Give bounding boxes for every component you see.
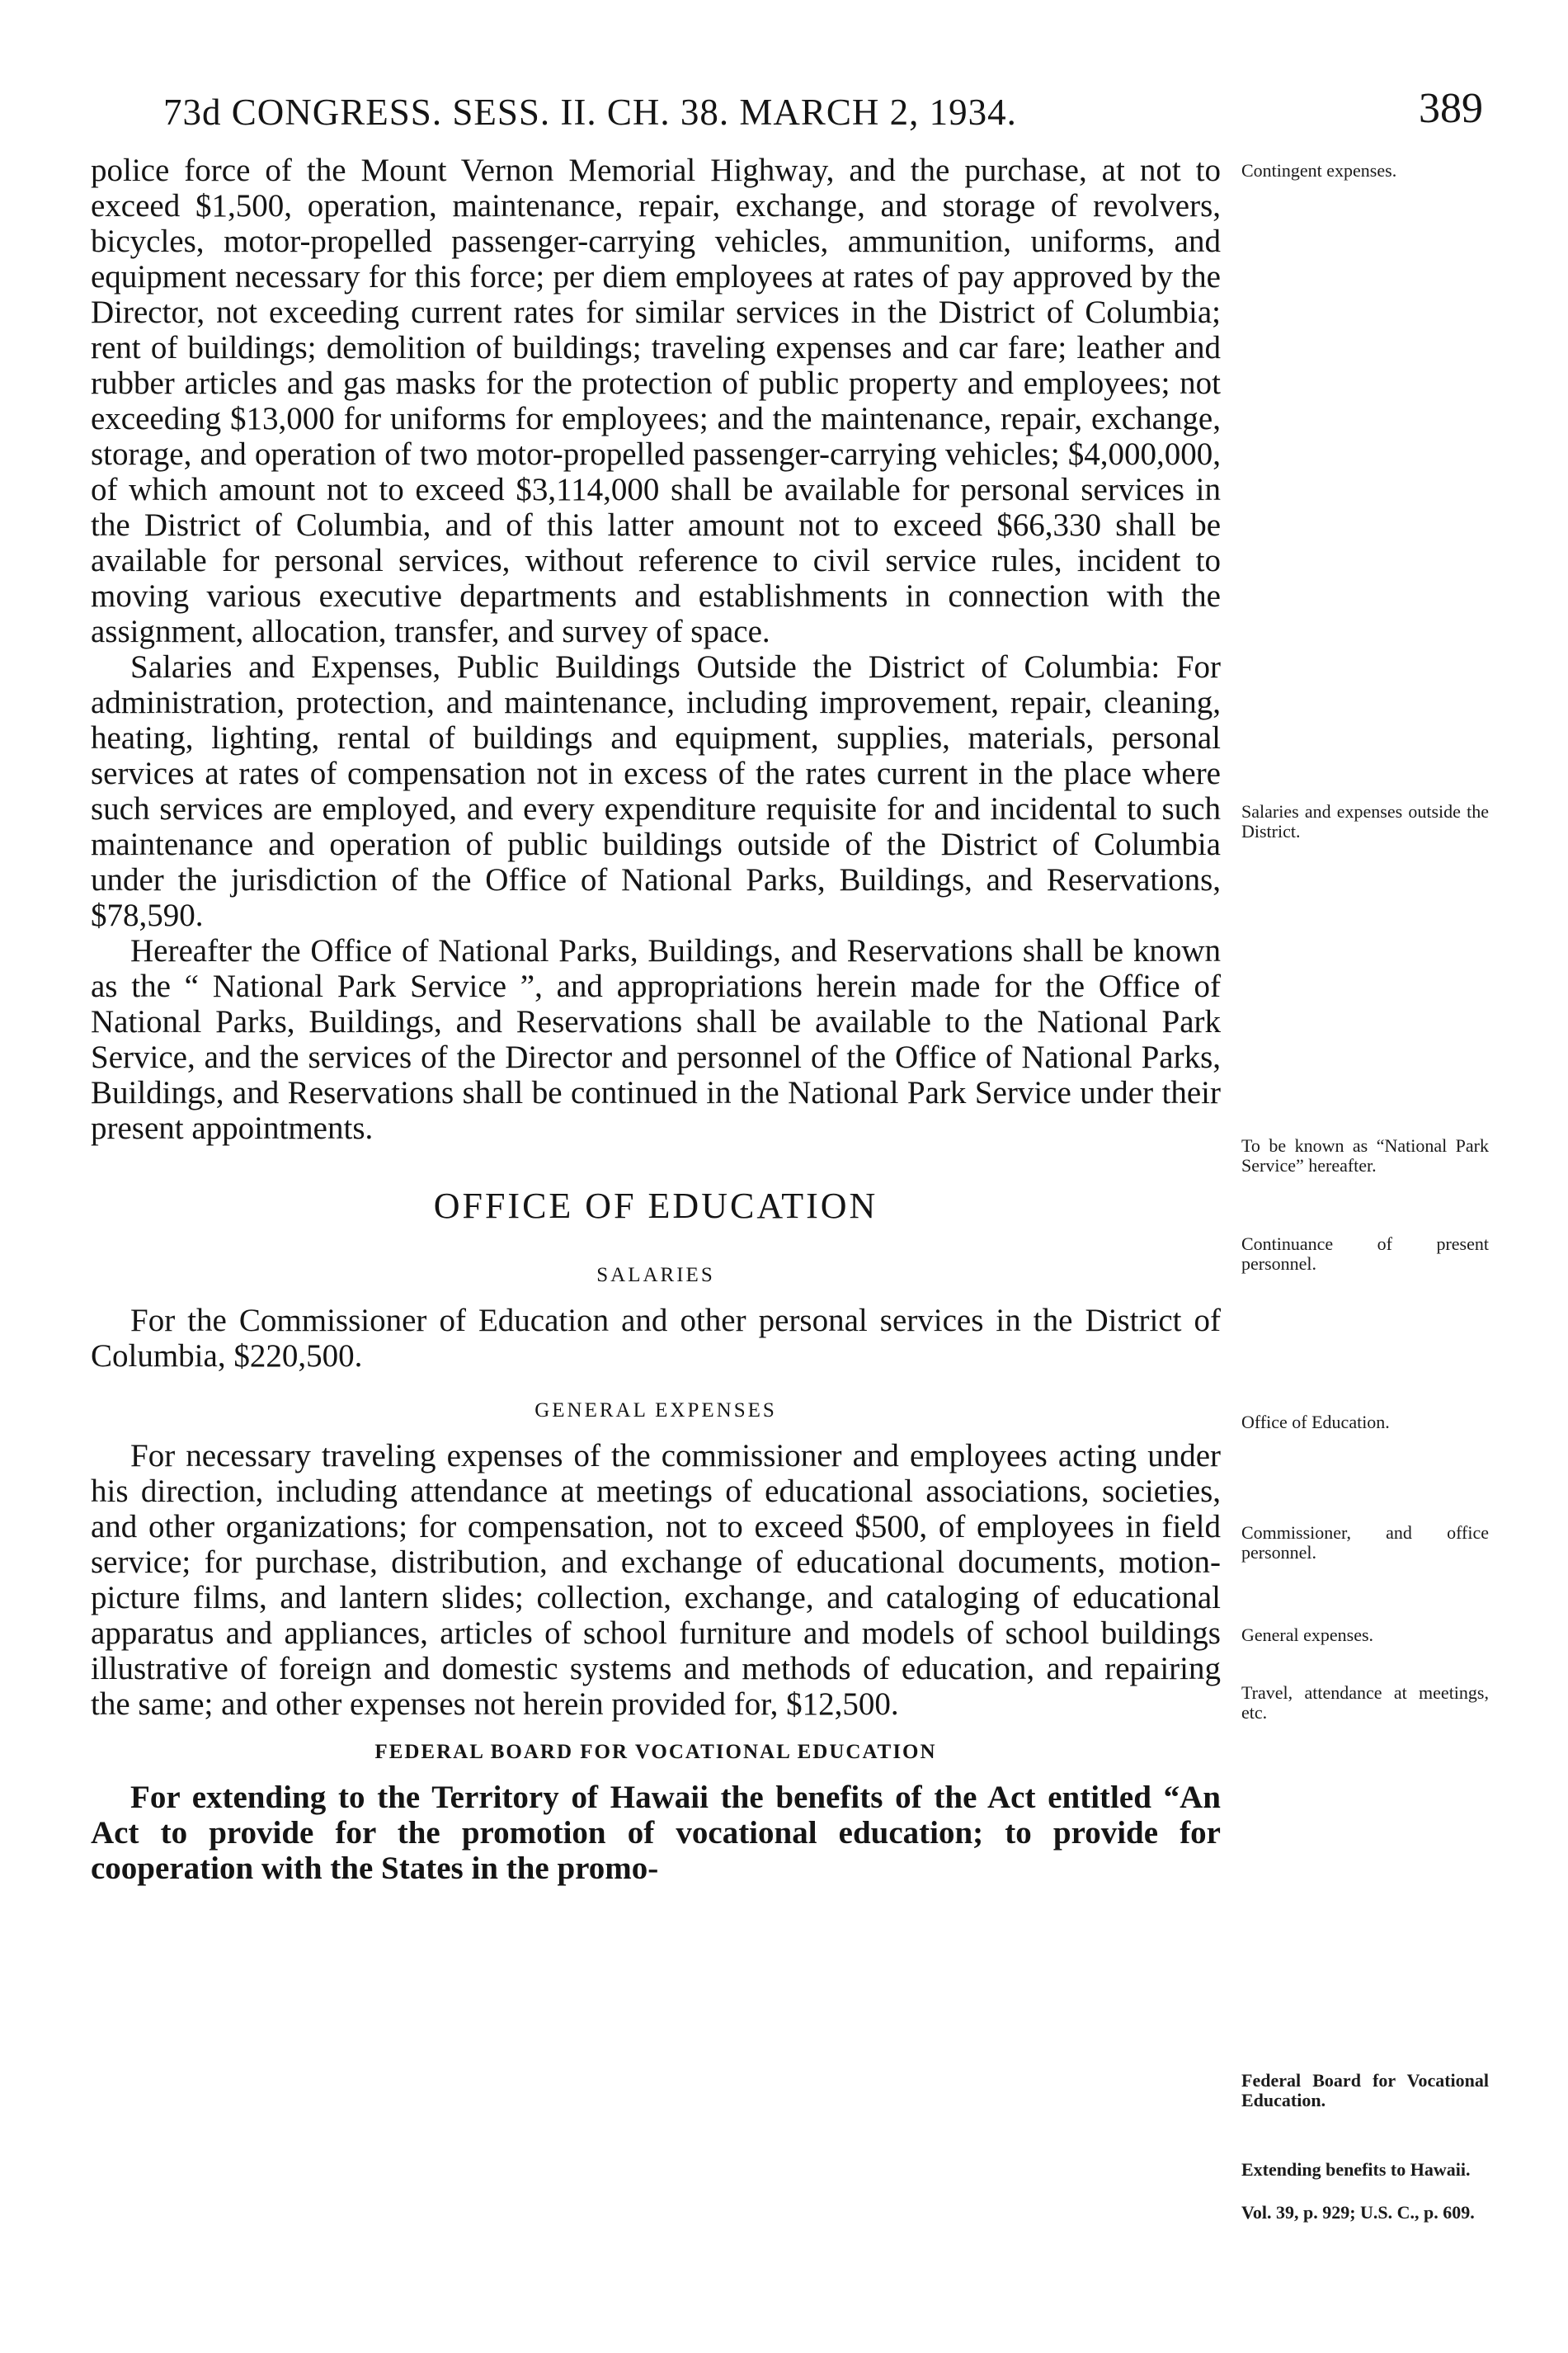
paragraph-commissioner: For the Commissioner of Education and other personal services in the District of Columbia, $220,500. [91, 1303, 1221, 1374]
page-header [163, 85, 1483, 149]
margin-note-extending: Extending benefits to Hawaii. [1241, 2159, 1471, 2180]
margin-note-salaries-outside: Salaries and expenses outside the District. [1241, 801, 1489, 842]
main-text [91, 153, 1221, 1886]
subheading-salaries: SALARIES [596, 1264, 715, 1286]
margin-note-federal-board: Federal Board for Vocational Education. [1241, 2070, 1489, 2110]
paragraph-salaries-outside: Salaries and Expenses, Public Buildings Outside the District of Columbia: For administration, protection, and maintenance, including improvement, repair, cleaning, heating, lighting, rental of buildings and equipment, supplies, materials, personal services at rates of compensation not in excess of the rates current in the place where such services are employed, and every expenditure requisite for and incidental to such maintenance and operation of public buildings outside of the District of Columbia under the jurisdiction of the Office of National Parks, Buildings, and Reservations, $78,590. [91, 649, 1221, 933]
margin-note-office-education: Office of Education. [1241, 1412, 1390, 1432]
heading-office-of-education: OFFICE OF EDUCATION [433, 1186, 878, 1226]
margin-note-contingent: Contingent expenses. [1241, 160, 1397, 181]
margin-note-travel: Travel, attendance at meetings, etc. [1241, 1682, 1489, 1723]
margin-note-vol-ref: Vol. 39, p. 929; U.S. C., p. 609. [1241, 2202, 1475, 2223]
paragraph-hawaii: For extending to the Territory of Hawaii the benefits of the Act entitled “An Act to provide for the promotion of vocational education; to provide for cooperation with the States in the promo- [91, 1780, 1221, 1886]
paragraph-police-force: police force of the Mount Vernon Memorial Highway, and the purchase, at not to exceed $1,500, operation, maintenance, repair, exchange, and storage of revolvers, bicycles, motor-propelled passenger-carrying vehicles, ammunition, uniforms, and equipment necessary for this force; per diem employees at rates of pay approved by the Director, not exceeding current rates for similar services in the District of Columbia; rent of buildings; demolition of buildings; traveling expenses and car fare; leather and rubber articles and gas masks for the protection of public property and employees; not exceeding $13,000 for uniforms for employees; and the maintenance, repair, exchange, storage, and operation of two motor-propelled passenger-carrying vehicles; $4,000,000, of which amount not to exceed $3,114,000 shall be available for personal services in the District of Columbia, and of this latter amount not to exceed $66,330 shall be available for personal services, without reference to civil service rules, incident to moving various executive departments and establishments in connection with the assignment, allocation, transfer, and survey of space. [91, 153, 1221, 649]
margin-note-general-expenses: General expenses. [1241, 1624, 1374, 1645]
page-number: 389 [1419, 85, 1483, 132]
margin-note-to-be-known: To be known as “National Park Service” hereafter. [1241, 1135, 1489, 1176]
paragraph-national-park-service: Hereafter the Office of National Parks, Buildings, and Reservations shall be known as the “ National Park Service ”, and appropriations herein made for the Office of National Parks, Buildings, and Reservations shall be available to the National Park Service, and the services of the Director and personnel of the Office of National Parks, Buildings, and Reservations shall be continued in the National Park Service under their present appointments. [91, 933, 1221, 1146]
subheading-federal-board: FEDERAL BOARD FOR VOCATIONAL EDUCATION [374, 1741, 937, 1763]
margin-note-continuance: Continuance of present personnel. [1241, 1233, 1489, 1274]
paragraph-traveling-expenses: For necessary traveling expenses of the commissioner and employees acting under his direction, including attendance at meetings of educational associations, societies, and other organizations; for compensation, not to exceed $500, of employees in field service; for purchase, distribution, and exchange of educational documents, motion-picture films, and lantern slides; collection, exchange, and cataloging of educational apparatus and appliances, articles of school furniture and models of school buildings illustrative of foreign and domestic systems and methods of education, and repairing the same; and other expenses not herein provided for, $12,500. [91, 1438, 1221, 1722]
margin-note-commissioner: Commissioner, and office personnel. [1241, 1522, 1489, 1563]
subheading-general-expenses: GENERAL EXPENSES [534, 1399, 777, 1422]
header-title: 73d CONGRESS. SESS. II. CH. 38. MARCH 2, 1934. [163, 92, 1017, 133]
